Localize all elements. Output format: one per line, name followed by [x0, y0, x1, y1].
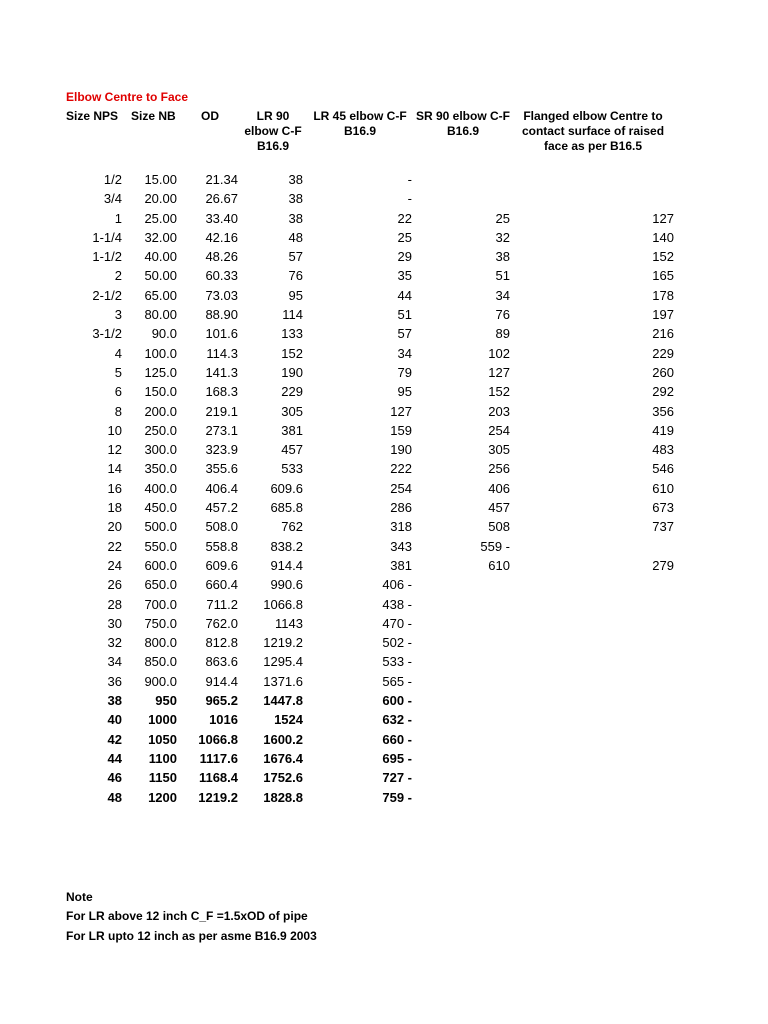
- lr90-cell: 114: [282, 307, 303, 323]
- lr90-cell: 457: [281, 442, 303, 458]
- lr90-cell: 305: [281, 403, 303, 419]
- sr90-cell: 127: [488, 364, 510, 380]
- flanged-cell: 152: [652, 249, 674, 265]
- od-cell: 660.4: [205, 577, 238, 593]
- size-nps-cell: 38: [107, 693, 122, 709]
- lr90-cell: 76: [288, 268, 303, 284]
- size-nb-cell: 15.00: [144, 172, 177, 187]
- size-nps-cell: 20: [107, 519, 122, 535]
- od-cell: 762.0: [205, 615, 238, 631]
- table-row: [0, 652, 768, 671]
- table-row: [0, 402, 768, 421]
- lr45-cell: 600 -: [382, 693, 412, 709]
- od-cell: 1168.4: [198, 770, 238, 786]
- lr90-cell: 609.6: [270, 480, 303, 496]
- table-row: [0, 228, 768, 247]
- size-nps-cell: 44: [107, 750, 122, 766]
- flanged-cell: 673: [652, 500, 674, 516]
- flanged-cell: 356: [652, 403, 674, 419]
- od-cell: 406.4: [205, 480, 238, 496]
- table-row: [0, 344, 768, 363]
- flanged-cell: 140: [652, 229, 674, 245]
- lr90-cell: 1219.2: [263, 635, 303, 651]
- od-cell: 219.1: [205, 403, 238, 419]
- table-row: [0, 209, 768, 228]
- lr90-cell: 914.4: [270, 557, 303, 573]
- od-cell: 355.6: [205, 461, 238, 477]
- size-nb-cell: 90.0: [151, 326, 177, 342]
- table-row: [0, 421, 768, 440]
- header-lr90: LR 90 elbow C-F B16.9: [244, 109, 302, 153]
- od-cell: 168.3: [205, 384, 238, 400]
- lr45-cell: 159: [390, 422, 412, 438]
- lr90-cell: 1828.8: [263, 789, 303, 805]
- header-flanged: Flanged elbow Centre to contact surface of raised face as per B16.5: [521, 109, 665, 153]
- od-cell: 863.6: [205, 654, 238, 670]
- size-nps-cell: 48: [107, 789, 122, 805]
- od-cell: 141.3: [205, 364, 238, 380]
- size-nb-cell: 20.00: [144, 191, 177, 207]
- lr45-cell: 222: [390, 461, 412, 477]
- size-nps-cell: 1/2: [103, 172, 122, 187]
- table-row: [0, 575, 768, 594]
- size-nps-cell: 36: [107, 673, 122, 689]
- flanged-cell: 483: [652, 442, 674, 458]
- lr90-cell: 381: [281, 422, 303, 438]
- lr90-cell: 190: [281, 364, 303, 380]
- sr90-cell: 305: [488, 442, 510, 458]
- od-cell: 1066.8: [198, 731, 238, 747]
- flanged-cell: 216: [652, 326, 674, 342]
- lr90-cell: 1295.4: [263, 654, 303, 670]
- od-cell: 73.03: [205, 287, 238, 303]
- size-nb-cell: 650.0: [144, 577, 177, 593]
- size-nb-cell: 550.0: [144, 538, 177, 554]
- size-nps-cell: 22: [107, 538, 122, 554]
- size-nps-cell: 14: [107, 461, 122, 477]
- sr90-cell: 76: [495, 307, 510, 323]
- od-cell: 609.6: [205, 557, 238, 573]
- lr90-cell: 38: [288, 172, 303, 187]
- size-nps-cell: 28: [107, 596, 122, 612]
- table-row: [0, 266, 768, 285]
- lr45-cell: 695 -: [382, 750, 412, 766]
- table-row: [0, 324, 768, 343]
- lr45-cell: 25: [397, 229, 412, 245]
- size-nb-cell: 800.0: [144, 635, 177, 651]
- lr45-cell: 190: [390, 442, 412, 458]
- flanged-cell: 279: [652, 557, 674, 573]
- sr90-cell: 203: [488, 403, 510, 419]
- od-cell: 1219.2: [198, 789, 238, 805]
- size-nps-cell: 26: [107, 577, 122, 593]
- size-nb-cell: 1100: [148, 750, 177, 766]
- lr45-cell: 727 -: [382, 770, 412, 786]
- size-nps-cell: 42: [107, 731, 122, 747]
- od-cell: 323.9: [205, 442, 238, 458]
- lr90-cell: 1143: [275, 615, 303, 631]
- lr45-cell: 57: [397, 326, 412, 342]
- table-row: [0, 730, 768, 749]
- lr90-cell: 838.2: [270, 538, 303, 554]
- lr90-cell: 1752.6: [263, 770, 303, 786]
- lr90-cell: 1676.4: [263, 750, 303, 766]
- lr45-cell: 29: [397, 249, 412, 265]
- size-nb-cell: 25.00: [144, 210, 177, 226]
- od-cell: 60.33: [205, 268, 238, 284]
- size-nb-cell: 50.00: [144, 268, 177, 284]
- od-cell: 1117.6: [199, 750, 238, 766]
- size-nb-cell: 600.0: [144, 557, 177, 573]
- table-row: [0, 749, 768, 768]
- sr90-cell: 152: [488, 384, 510, 400]
- lr45-cell: 470 -: [382, 615, 412, 631]
- lr45-cell: -: [407, 172, 412, 187]
- table-row: [0, 595, 768, 614]
- sr90-cell: 102: [488, 345, 510, 361]
- od-cell: 101.6: [205, 326, 238, 342]
- lr45-cell: 381: [390, 557, 412, 573]
- size-nps-cell: 30: [107, 615, 122, 631]
- od-cell: 965.2: [205, 693, 238, 709]
- lr90-cell: 990.6: [270, 577, 303, 593]
- lr45-cell: 759 -: [382, 789, 412, 805]
- flanged-cell: 292: [652, 384, 674, 400]
- header-sr90: SR 90 elbow C-F B16.9: [415, 109, 510, 138]
- lr45-cell: 95: [397, 384, 412, 400]
- lr90-cell: 1447.8: [263, 693, 303, 709]
- size-nps-cell: 3-1/2: [92, 326, 122, 342]
- lr45-cell: 318: [390, 519, 412, 535]
- size-nps-cell: 1: [114, 210, 122, 226]
- size-nps-cell: 18: [107, 500, 122, 516]
- table-row: [0, 247, 768, 266]
- size-nps-cell: 1-1/4: [92, 229, 122, 245]
- header-od: OD: [201, 109, 219, 123]
- size-nb-cell: 125.0: [144, 364, 177, 380]
- lr90-cell: 762: [281, 519, 303, 535]
- lr90-cell: 1066.8: [263, 596, 303, 612]
- lr90-cell: 38: [288, 191, 303, 207]
- flanged-cell: 197: [652, 307, 674, 323]
- size-nb-cell: 900.0: [144, 673, 177, 689]
- size-nb-cell: 400.0: [144, 480, 177, 496]
- lr45-cell: 406 -: [382, 577, 412, 593]
- od-cell: 1016: [209, 712, 238, 728]
- flanged-cell: 546: [652, 461, 674, 477]
- lr45-cell: 502 -: [382, 635, 412, 651]
- table-row: [0, 517, 768, 536]
- sr90-cell: 610: [488, 557, 510, 573]
- sr90-cell: 51: [495, 268, 510, 284]
- size-nps-cell: 12: [107, 442, 122, 458]
- sr90-cell: 559 -: [480, 538, 510, 554]
- od-cell: 508.0: [205, 519, 238, 535]
- size-nps-cell: 16: [107, 480, 122, 496]
- size-nb-cell: 450.0: [144, 500, 177, 516]
- flanged-cell: 610: [652, 480, 674, 496]
- lr45-cell: 632 -: [382, 712, 412, 728]
- sr90-cell: 25: [495, 210, 510, 226]
- sr90-cell: 89: [495, 326, 510, 342]
- table-row: [0, 614, 768, 633]
- lr90-cell: 685.8: [270, 500, 303, 516]
- data-table: [0, 170, 768, 807]
- size-nb-cell: 32.00: [144, 229, 177, 245]
- lr90-cell: 1524: [274, 712, 303, 728]
- od-cell: 88.90: [205, 307, 238, 323]
- header-size-nps: Size NPS: [66, 109, 119, 123]
- size-nb-cell: 65.00: [144, 287, 177, 303]
- lr45-cell: 286: [390, 500, 412, 516]
- size-nb-cell: 850.0: [144, 654, 177, 670]
- table-row: [0, 459, 768, 478]
- table-row: [0, 537, 768, 556]
- lr45-cell: 51: [397, 307, 412, 323]
- table-row: [0, 556, 768, 575]
- size-nb-cell: 100.0: [144, 345, 177, 361]
- size-nps-cell: 3/4: [103, 191, 122, 207]
- od-cell: 21.34: [205, 172, 238, 187]
- lr45-cell: 127: [390, 403, 412, 419]
- flanged-cell: 737: [652, 519, 674, 535]
- size-nps-cell: 1-1/2: [92, 249, 122, 265]
- size-nps-cell: 8: [114, 403, 122, 419]
- lr90-cell: 48: [288, 229, 303, 245]
- table-row: [0, 710, 768, 729]
- table-row: [0, 286, 768, 305]
- note-heading: Note: [66, 890, 93, 904]
- od-cell: 273.1: [205, 422, 238, 438]
- flanged-cell: 165: [652, 268, 674, 284]
- sr90-cell: 38: [495, 249, 510, 265]
- lr90-cell: 57: [288, 249, 303, 265]
- flanged-cell: 127: [652, 210, 674, 226]
- size-nb-cell: 950: [155, 693, 177, 709]
- table-row: [0, 363, 768, 382]
- lr45-cell: 533 -: [382, 654, 412, 670]
- sr90-cell: 254: [488, 422, 510, 438]
- size-nps-cell: 2: [114, 268, 122, 284]
- sr90-cell: 457: [488, 500, 510, 516]
- od-cell: 914.4: [205, 673, 238, 689]
- sr90-cell: 34: [495, 287, 510, 303]
- od-cell: 33.40: [205, 210, 238, 226]
- size-nps-cell: 24: [107, 557, 122, 573]
- size-nps-cell: 5: [114, 364, 122, 380]
- size-nb-cell: 700.0: [144, 596, 177, 612]
- flanged-cell: 419: [652, 422, 674, 438]
- sr90-cell: 406: [488, 480, 510, 496]
- size-nb-cell: 1200: [148, 789, 177, 805]
- size-nb-cell: 1050: [148, 731, 177, 747]
- table-row: [0, 788, 768, 807]
- lr45-cell: 565 -: [382, 673, 412, 689]
- lr45-cell: 660 -: [382, 731, 412, 747]
- size-nb-cell: 350.0: [144, 461, 177, 477]
- lr45-cell: 22: [397, 210, 412, 226]
- size-nb-cell: 1150: [148, 770, 177, 786]
- table-row: [0, 672, 768, 691]
- table-row: [0, 633, 768, 652]
- od-cell: 26.67: [205, 191, 238, 207]
- sheet-title: Elbow Centre to Face: [66, 90, 189, 104]
- sr90-cell: 508: [488, 519, 510, 535]
- lr45-cell: 35: [397, 268, 412, 284]
- flanged-cell: 178: [652, 287, 674, 303]
- od-cell: 114.3: [206, 345, 238, 361]
- lr90-cell: 1371.6: [263, 673, 303, 689]
- od-cell: 812.8: [205, 635, 238, 651]
- size-nps-cell: 3: [114, 307, 122, 323]
- size-nps-cell: 4: [114, 345, 122, 361]
- size-nb-cell: 1000: [148, 712, 177, 728]
- od-cell: 457.2: [205, 500, 238, 516]
- lr45-cell: 343: [390, 538, 412, 554]
- size-nb-cell: 750.0: [144, 615, 177, 631]
- size-nps-cell: 10: [107, 422, 122, 438]
- flanged-cell: 229: [652, 345, 674, 361]
- od-cell: 558.8: [205, 538, 238, 554]
- size-nb-cell: 200.0: [144, 403, 177, 419]
- lr90-cell: 533: [281, 461, 303, 477]
- table-row: [0, 170, 768, 189]
- lr45-cell: 44: [397, 287, 412, 303]
- note-line-2: For LR upto 12 inch as per asme B16.9 2003: [66, 928, 317, 943]
- size-nb-cell: 40.00: [144, 249, 177, 265]
- size-nb-cell: 500.0: [144, 519, 177, 535]
- size-nb-cell: 150.0: [144, 384, 177, 400]
- note-line-1: For LR above 12 inch C_F =1.5xOD of pipe: [66, 909, 308, 924]
- size-nps-cell: 32: [107, 635, 122, 651]
- size-nb-cell: 300.0: [144, 442, 177, 458]
- flanged-cell: 260: [652, 364, 674, 380]
- size-nb-cell: 80.00: [144, 307, 177, 323]
- sr90-cell: 32: [495, 229, 510, 245]
- table-row: [0, 189, 768, 208]
- size-nps-cell: 46: [107, 770, 122, 786]
- header-size-nb: Size NB: [131, 109, 176, 123]
- header-lr45: LR 45 elbow C-F B16.9: [313, 109, 407, 138]
- lr45-cell: 438 -: [382, 596, 412, 612]
- od-cell: 711.2: [206, 596, 238, 612]
- od-cell: 48.26: [205, 249, 238, 265]
- size-nps-cell: 2-1/2: [92, 287, 122, 303]
- lr45-cell: 254: [390, 480, 412, 496]
- lr90-cell: 38: [288, 210, 303, 226]
- table-row: [0, 305, 768, 324]
- table-row: [0, 768, 768, 787]
- table-row: [0, 382, 768, 401]
- lr45-cell: 79: [397, 364, 412, 380]
- size-nps-cell: 6: [114, 384, 122, 400]
- lr90-cell: 95: [288, 287, 303, 303]
- lr45-cell: -: [407, 191, 412, 207]
- sr90-cell: 256: [488, 461, 510, 477]
- table-row: [0, 691, 768, 710]
- table-row: [0, 479, 768, 498]
- lr90-cell: 133: [281, 326, 303, 342]
- od-cell: 42.16: [205, 229, 238, 245]
- lr90-cell: 1600.2: [263, 731, 303, 747]
- table-row: [0, 498, 768, 517]
- lr90-cell: 229: [281, 384, 303, 400]
- size-nps-cell: 34: [107, 654, 122, 670]
- table-row: [0, 440, 768, 459]
- lr90-cell: 152: [281, 345, 303, 361]
- size-nps-cell: 40: [107, 712, 122, 728]
- lr45-cell: 34: [397, 345, 412, 361]
- note-block: [66, 888, 317, 946]
- size-nb-cell: 250.0: [144, 422, 177, 438]
